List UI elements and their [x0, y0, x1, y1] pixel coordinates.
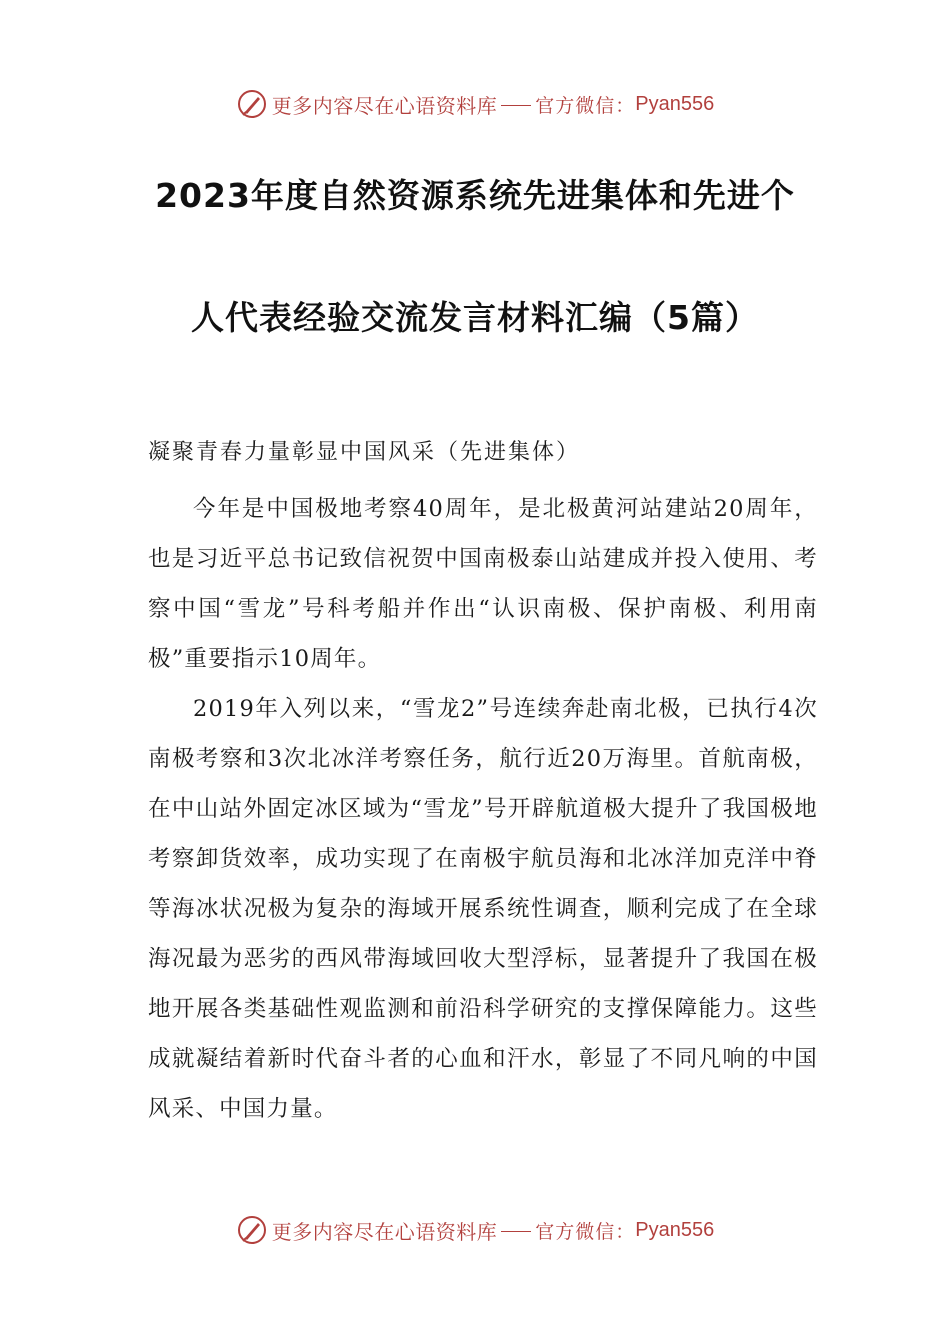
quill-logo-icon [236, 88, 268, 120]
section-heading: 凝聚青春力量彰显中国风采（先进集体） [148, 440, 581, 465]
watermark-official-text: 官方微信： [535, 1220, 636, 1243]
header-watermark [0, 84, 950, 124]
watermark-main-text: 更多内容尽在心语资料库 [271, 1219, 498, 1244]
quill-logo-icon [236, 1214, 268, 1246]
watermark-main-text: 更多内容尽在心语资料库 [271, 93, 498, 118]
document-title-line1: 2023年度自然资源系统先进集体和先进个 [155, 176, 795, 215]
body-paragraph: 2019年入列以来，“雪龙2”号连续奔赴南北极，已执行4次南极考察和3次北冰洋考察任务，航行近20万海里。首航南极，在中山站外固定冰区域为“雪龙”号开辟航道极大提升了我国极地考察卸货效率，成功实现了在南极宇航员海和北冰洋加克洋中脊等海冰状况极为复杂的海域开展系统性调查，顺利完成了在全球海况最为恶劣的西风带海域回收大型浮标，显著提升了我国在极地开展各类基础性观监测和前沿科学研究的支撑保障能力。这些成就凝结着新时代奋斗者的心血和汗水，彰显了不同凡响的中国风采、中国力量。 [148, 696, 818, 1122]
watermark-dash [501, 105, 531, 106]
document-title-line2: 人代表经验交流发言材料汇编（5篇） [191, 298, 759, 337]
watermark-dash [501, 1231, 531, 1232]
watermark-wechat-id: Pyan556 [635, 92, 715, 115]
watermark-wechat-id: Pyan556 [635, 1218, 715, 1241]
footer-watermark [0, 1210, 950, 1250]
document-body [148, 484, 818, 1134]
watermark-official-text: 官方微信： [535, 94, 636, 117]
body-paragraph: 今年是中国极地考察40周年，是北极黄河站建站20周年，也是习近平总书记致信祝贺中国南极泰山站建成并投入使用、考察中国“雪龙”号科考船并作出“认识南极、保护南极、利用南极”重要指示10周年。 [148, 496, 818, 672]
